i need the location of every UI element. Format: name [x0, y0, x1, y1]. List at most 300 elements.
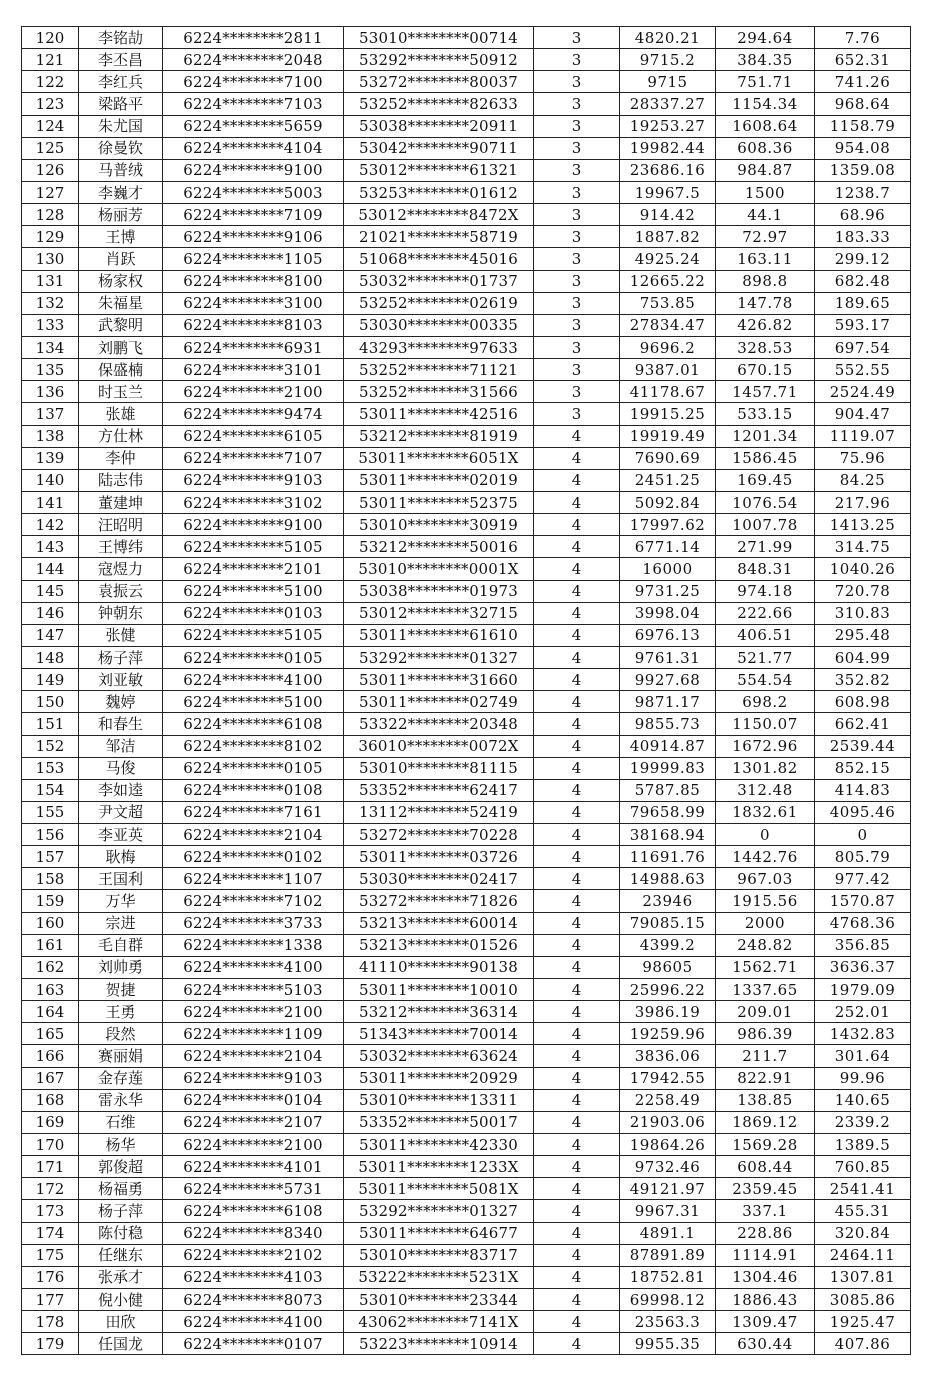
grade-cell: 4	[534, 1134, 620, 1156]
subsidy-cell: 0	[716, 824, 815, 846]
amount-cell: 19253.27	[620, 115, 716, 137]
other-cell: 189.65	[815, 292, 911, 314]
subsidy-cell: 426.82	[716, 314, 815, 336]
id-number-cell: 53292********50912	[344, 49, 534, 71]
grade-cell: 4	[534, 912, 620, 934]
bank-card-cell: 6224********8073	[163, 1289, 344, 1311]
amount-cell: 19259.96	[620, 1023, 716, 1045]
id-number-cell: 53253********01612	[344, 181, 534, 203]
subsidy-cell: 1150.07	[716, 713, 815, 735]
name-cell: 王国利	[79, 868, 163, 890]
row-number-cell: 148	[22, 646, 79, 668]
table-row	[22, 979, 911, 1001]
id-number-cell: 53212********36314	[344, 1001, 534, 1023]
row-number-cell: 169	[22, 1111, 79, 1133]
row-number-cell: 154	[22, 779, 79, 801]
other-cell: 4095.46	[815, 801, 911, 823]
name-cell: 王博纬	[79, 536, 163, 558]
other-cell: 954.08	[815, 137, 911, 159]
grade-cell: 4	[534, 691, 620, 713]
id-number-cell: 53352********62417	[344, 779, 534, 801]
bank-card-cell: 6224********9100	[163, 159, 344, 181]
row-number-cell: 124	[22, 115, 79, 137]
amount-cell: 9871.17	[620, 691, 716, 713]
name-cell: 保盛楠	[79, 359, 163, 381]
subsidy-cell: 822.91	[716, 1067, 815, 1089]
grade-cell: 4	[534, 979, 620, 1001]
amount-cell: 38168.94	[620, 824, 716, 846]
amount-cell: 9761.31	[620, 646, 716, 668]
table-row	[22, 1089, 911, 1111]
table-row	[22, 491, 911, 513]
bank-card-cell: 6224********0105	[163, 646, 344, 668]
grade-cell: 4	[534, 1289, 620, 1311]
other-cell: 977.42	[815, 868, 911, 890]
other-cell: 1238.7	[815, 181, 911, 203]
other-cell: 183.33	[815, 226, 911, 248]
name-cell: 马俊	[79, 757, 163, 779]
amount-cell: 3836.06	[620, 1045, 716, 1067]
subsidy-cell: 169.45	[716, 469, 815, 491]
bank-card-cell: 6224********2100	[163, 1134, 344, 1156]
row-number-cell: 134	[22, 336, 79, 358]
grade-cell: 4	[534, 1311, 620, 1333]
bank-card-cell: 6224********6108	[163, 713, 344, 735]
subsidy-cell: 138.85	[716, 1089, 815, 1111]
id-number-cell: 53011********52375	[344, 491, 534, 513]
grade-cell: 4	[534, 757, 620, 779]
name-cell: 董建坤	[79, 491, 163, 513]
subsidy-cell: 1301.82	[716, 757, 815, 779]
other-cell: 652.31	[815, 49, 911, 71]
row-number-cell: 133	[22, 314, 79, 336]
name-cell: 刘亚敏	[79, 669, 163, 691]
amount-cell: 41178.67	[620, 381, 716, 403]
table-row	[22, 1311, 911, 1333]
name-cell: 李如逵	[79, 779, 163, 801]
grade-cell: 4	[534, 735, 620, 757]
amount-cell: 914.42	[620, 204, 716, 226]
name-cell: 杨福勇	[79, 1178, 163, 1200]
grade-cell: 4	[534, 491, 620, 513]
amount-cell: 14988.63	[620, 868, 716, 890]
grade-cell: 4	[534, 1067, 620, 1089]
row-number-cell: 143	[22, 536, 79, 558]
other-cell: 4768.36	[815, 912, 911, 934]
name-cell: 李亚英	[79, 824, 163, 846]
name-cell: 汪昭明	[79, 514, 163, 536]
grade-cell: 4	[534, 425, 620, 447]
bank-card-cell: 6224********8103	[163, 314, 344, 336]
row-number-cell: 139	[22, 447, 79, 469]
bank-card-cell: 6224********3733	[163, 912, 344, 934]
table-row	[22, 890, 911, 912]
id-number-cell: 53011********42516	[344, 403, 534, 425]
amount-cell: 9696.2	[620, 336, 716, 358]
other-cell: 1307.81	[815, 1266, 911, 1288]
table-row	[22, 270, 911, 292]
name-cell: 刘帅勇	[79, 956, 163, 978]
row-number-cell: 126	[22, 159, 79, 181]
id-number-cell: 53292********01327	[344, 646, 534, 668]
row-number-cell: 128	[22, 204, 79, 226]
row-number-cell: 142	[22, 514, 79, 536]
grade-cell: 3	[534, 137, 620, 159]
bank-card-cell: 6224********2107	[163, 1111, 344, 1133]
grade-cell: 4	[534, 514, 620, 536]
table-row	[22, 757, 911, 779]
amount-cell: 16000	[620, 558, 716, 580]
row-number-cell: 131	[22, 270, 79, 292]
id-number-cell: 21021********58719	[344, 226, 534, 248]
other-cell: 455.31	[815, 1200, 911, 1222]
id-number-cell: 53010********83717	[344, 1244, 534, 1266]
row-number-cell: 136	[22, 381, 79, 403]
grade-cell: 4	[534, 1266, 620, 1288]
other-cell: 7.76	[815, 27, 911, 49]
grade-cell: 4	[534, 1156, 620, 1178]
grade-cell: 3	[534, 159, 620, 181]
table-row	[22, 558, 911, 580]
other-cell: 68.96	[815, 204, 911, 226]
id-number-cell: 53011********02019	[344, 469, 534, 491]
subsidy-cell: 1569.28	[716, 1134, 815, 1156]
id-number-cell: 53010********0001X	[344, 558, 534, 580]
row-number-cell: 164	[22, 1001, 79, 1023]
grade-cell: 4	[534, 669, 620, 691]
row-number-cell: 172	[22, 1178, 79, 1200]
bank-card-cell: 6224********7100	[163, 71, 344, 93]
other-cell: 2539.44	[815, 735, 911, 757]
row-number-cell: 165	[22, 1023, 79, 1045]
amount-cell: 11691.76	[620, 846, 716, 868]
id-number-cell: 53252********71121	[344, 359, 534, 381]
name-cell: 贺捷	[79, 979, 163, 1001]
grade-cell: 3	[534, 93, 620, 115]
amount-cell: 4925.24	[620, 248, 716, 270]
amount-cell: 40914.87	[620, 735, 716, 757]
id-number-cell: 43062********7141X	[344, 1311, 534, 1333]
name-cell: 钟朝东	[79, 602, 163, 624]
subsidy-cell: 328.53	[716, 336, 815, 358]
id-number-cell: 53030********00335	[344, 314, 534, 336]
row-number-cell: 152	[22, 735, 79, 757]
subsidy-cell: 1304.46	[716, 1266, 815, 1288]
id-number-cell: 53212********50016	[344, 536, 534, 558]
subsidy-cell: 751.71	[716, 71, 815, 93]
other-cell: 968.64	[815, 93, 911, 115]
name-cell: 魏婷	[79, 691, 163, 713]
subsidy-cell: 312.48	[716, 779, 815, 801]
bank-card-cell: 6224********4104	[163, 137, 344, 159]
id-number-cell: 53010********13311	[344, 1089, 534, 1111]
grade-cell: 3	[534, 71, 620, 93]
name-cell: 杨子萍	[79, 646, 163, 668]
amount-cell: 2451.25	[620, 469, 716, 491]
other-cell: 75.96	[815, 447, 911, 469]
other-cell: 140.65	[815, 1089, 911, 1111]
grade-cell: 4	[534, 447, 620, 469]
row-number-cell: 135	[22, 359, 79, 381]
bank-card-cell: 6224********0108	[163, 779, 344, 801]
grade-cell: 4	[534, 1178, 620, 1200]
subsidy-cell: 1869.12	[716, 1111, 815, 1133]
grade-cell: 4	[534, 1089, 620, 1111]
amount-cell: 1887.82	[620, 226, 716, 248]
table-row	[22, 1289, 911, 1311]
bank-card-cell: 6224********8340	[163, 1222, 344, 1244]
id-number-cell: 53252********31566	[344, 381, 534, 403]
grade-cell: 3	[534, 336, 620, 358]
bank-card-cell: 6224********1338	[163, 934, 344, 956]
table-row	[22, 514, 911, 536]
bank-card-cell: 6224********7109	[163, 204, 344, 226]
subsidy-cell: 1886.43	[716, 1289, 815, 1311]
id-number-cell: 53032********63624	[344, 1045, 534, 1067]
amount-cell: 87891.89	[620, 1244, 716, 1266]
id-number-cell: 53010********00714	[344, 27, 534, 49]
table-row	[22, 425, 911, 447]
amount-cell: 3998.04	[620, 602, 716, 624]
other-cell: 99.96	[815, 1067, 911, 1089]
name-cell: 李巍才	[79, 181, 163, 203]
bank-card-cell: 6224********4100	[163, 956, 344, 978]
table-row	[22, 1222, 911, 1244]
id-number-cell: 53272********80037	[344, 71, 534, 93]
other-cell: 1413.25	[815, 514, 911, 536]
row-number-cell: 141	[22, 491, 79, 513]
row-number-cell: 153	[22, 757, 79, 779]
row-number-cell: 168	[22, 1089, 79, 1111]
subsidy-cell: 1442.76	[716, 846, 815, 868]
subsidy-cell: 1832.61	[716, 801, 815, 823]
table-row	[22, 137, 911, 159]
other-cell: 593.17	[815, 314, 911, 336]
other-cell: 301.64	[815, 1045, 911, 1067]
amount-cell: 19919.49	[620, 425, 716, 447]
id-number-cell: 53252********02619	[344, 292, 534, 314]
name-cell: 梁路平	[79, 93, 163, 115]
bank-card-cell: 6224********6931	[163, 336, 344, 358]
subsidy-cell: 1309.47	[716, 1311, 815, 1333]
table-row	[22, 956, 911, 978]
subsidy-cell: 967.03	[716, 868, 815, 890]
table-row	[22, 1178, 911, 1200]
id-number-cell: 53012********32715	[344, 602, 534, 624]
table-row	[22, 248, 911, 270]
table-row	[22, 846, 911, 868]
row-number-cell: 145	[22, 580, 79, 602]
grade-cell: 3	[534, 115, 620, 137]
amount-cell: 17997.62	[620, 514, 716, 536]
table-body	[22, 27, 911, 1355]
subsidy-cell: 554.54	[716, 669, 815, 691]
grade-cell: 4	[534, 624, 620, 646]
bank-card-cell: 6224********9474	[163, 403, 344, 425]
name-cell: 赛丽娟	[79, 1045, 163, 1067]
grade-cell: 4	[534, 824, 620, 846]
table-row	[22, 691, 911, 713]
bank-card-cell: 6224********1107	[163, 868, 344, 890]
name-cell: 时玉兰	[79, 381, 163, 403]
grade-cell: 3	[534, 248, 620, 270]
bank-card-cell: 6224********9100	[163, 514, 344, 536]
bank-card-cell: 6224********0103	[163, 602, 344, 624]
table-row	[22, 1266, 911, 1288]
table-row	[22, 93, 911, 115]
subsidy-cell: 1201.34	[716, 425, 815, 447]
id-number-cell: 53272********71826	[344, 890, 534, 912]
row-number-cell: 121	[22, 49, 79, 71]
id-number-cell: 53222********5231X	[344, 1266, 534, 1288]
name-cell: 雷永华	[79, 1089, 163, 1111]
amount-cell: 4399.2	[620, 934, 716, 956]
name-cell: 李铭劼	[79, 27, 163, 49]
row-number-cell: 125	[22, 137, 79, 159]
name-cell: 刘鹏飞	[79, 336, 163, 358]
row-number-cell: 167	[22, 1067, 79, 1089]
amount-cell: 7690.69	[620, 447, 716, 469]
name-cell: 耿梅	[79, 846, 163, 868]
grade-cell: 4	[534, 890, 620, 912]
amount-cell: 25996.22	[620, 979, 716, 1001]
table-row	[22, 115, 911, 137]
id-number-cell: 53292********01327	[344, 1200, 534, 1222]
amount-cell: 23946	[620, 890, 716, 912]
other-cell: 2541.41	[815, 1178, 911, 1200]
row-number-cell: 178	[22, 1311, 79, 1333]
name-cell: 邹洁	[79, 735, 163, 757]
other-cell: 407.86	[815, 1333, 911, 1355]
row-number-cell: 158	[22, 868, 79, 890]
other-cell: 299.12	[815, 248, 911, 270]
row-number-cell: 160	[22, 912, 79, 934]
name-cell: 金存莲	[79, 1067, 163, 1089]
amount-cell: 19967.5	[620, 181, 716, 203]
subsidy-cell: 1114.91	[716, 1244, 815, 1266]
table-row	[22, 868, 911, 890]
table-row	[22, 912, 911, 934]
table-row	[22, 824, 911, 846]
name-cell: 万华	[79, 890, 163, 912]
bank-card-cell: 6224********3102	[163, 491, 344, 513]
id-number-cell: 53213********60014	[344, 912, 534, 934]
other-cell: 1925.47	[815, 1311, 911, 1333]
table-row	[22, 1333, 911, 1355]
id-number-cell: 41110********90138	[344, 956, 534, 978]
row-number-cell: 170	[22, 1134, 79, 1156]
other-cell: 252.01	[815, 1001, 911, 1023]
table-row	[22, 204, 911, 226]
name-cell: 杨华	[79, 1134, 163, 1156]
name-cell: 任国龙	[79, 1333, 163, 1355]
row-number-cell: 129	[22, 226, 79, 248]
id-number-cell: 53252********82633	[344, 93, 534, 115]
row-number-cell: 149	[22, 669, 79, 691]
subsidy-cell: 1500	[716, 181, 815, 203]
bank-card-cell: 6224********7107	[163, 447, 344, 469]
table-row	[22, 381, 911, 403]
other-cell: 352.82	[815, 669, 911, 691]
subsidy-cell: 1586.45	[716, 447, 815, 469]
id-number-cell: 53011********6051X	[344, 447, 534, 469]
other-cell: 760.85	[815, 1156, 911, 1178]
subsidy-cell: 1007.78	[716, 514, 815, 536]
amount-cell: 19999.83	[620, 757, 716, 779]
other-cell: 2339.2	[815, 1111, 911, 1133]
row-number-cell: 144	[22, 558, 79, 580]
amount-cell: 9715.2	[620, 49, 716, 71]
id-number-cell: 53011********42330	[344, 1134, 534, 1156]
amount-cell: 9387.01	[620, 359, 716, 381]
grade-cell: 3	[534, 381, 620, 403]
amount-cell: 17942.55	[620, 1067, 716, 1089]
bank-card-cell: 6224********2100	[163, 1001, 344, 1023]
table-row	[22, 469, 911, 491]
table-row	[22, 1001, 911, 1023]
bank-card-cell: 6224********2100	[163, 381, 344, 403]
name-cell: 李仲	[79, 447, 163, 469]
name-cell: 宗进	[79, 912, 163, 934]
bank-card-cell: 6224********9103	[163, 469, 344, 491]
table-row	[22, 71, 911, 93]
row-number-cell: 150	[22, 691, 79, 713]
data-table	[21, 26, 911, 1355]
table-row	[22, 669, 911, 691]
name-cell: 倪小健	[79, 1289, 163, 1311]
amount-cell: 27834.47	[620, 314, 716, 336]
subsidy-cell: 384.35	[716, 49, 815, 71]
subsidy-cell: 1562.71	[716, 956, 815, 978]
table-row	[22, 801, 911, 823]
name-cell: 徐曼钦	[79, 137, 163, 159]
subsidy-cell: 271.99	[716, 536, 815, 558]
subsidy-cell: 209.01	[716, 1001, 815, 1023]
other-cell: 852.15	[815, 757, 911, 779]
amount-cell: 9927.68	[620, 669, 716, 691]
row-number-cell: 166	[22, 1045, 79, 1067]
other-cell: 552.55	[815, 359, 911, 381]
other-cell: 0	[815, 824, 911, 846]
subsidy-cell: 521.77	[716, 646, 815, 668]
bank-card-cell: 6224********5659	[163, 115, 344, 137]
grade-cell: 3	[534, 359, 620, 381]
amount-cell: 49121.97	[620, 1178, 716, 1200]
row-number-cell: 123	[22, 93, 79, 115]
id-number-cell: 53011********02749	[344, 691, 534, 713]
id-number-cell: 13112********52419	[344, 801, 534, 823]
row-number-cell: 120	[22, 27, 79, 49]
name-cell: 肖跃	[79, 248, 163, 270]
table-row	[22, 314, 911, 336]
table-row	[22, 336, 911, 358]
grade-cell: 3	[534, 292, 620, 314]
bank-card-cell: 6224********5100	[163, 691, 344, 713]
row-number-cell: 177	[22, 1289, 79, 1311]
name-cell: 李红兵	[79, 71, 163, 93]
id-number-cell: 53011********20929	[344, 1067, 534, 1089]
table-row	[22, 1045, 911, 1067]
other-cell: 1979.09	[815, 979, 911, 1001]
other-cell: 320.84	[815, 1222, 911, 1244]
other-cell: 2524.49	[815, 381, 911, 403]
amount-cell: 21903.06	[620, 1111, 716, 1133]
grade-cell: 4	[534, 956, 620, 978]
subsidy-cell: 1672.96	[716, 735, 815, 757]
name-cell: 尹文超	[79, 801, 163, 823]
amount-cell: 2258.49	[620, 1089, 716, 1111]
other-cell: 1158.79	[815, 115, 911, 137]
